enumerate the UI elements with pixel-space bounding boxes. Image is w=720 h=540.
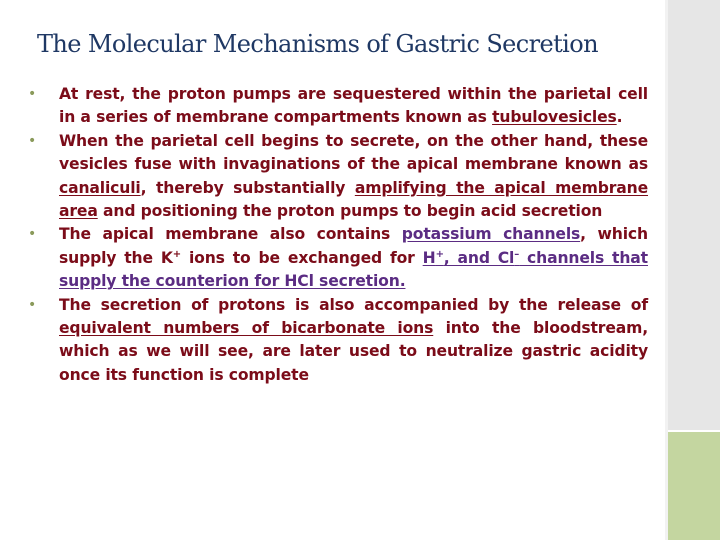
term-h-cl-channels: H+, and Cl– channels that supply the counterion for HCl secretion.: [59, 248, 648, 291]
bullet-4-end: into the bloodstream, which as we will see, are later used to neutralize gastric acidity once its function is complete: [59, 319, 648, 384]
bullet-item-4: [28, 294, 648, 388]
bullet-2-text: When the parietal cell begins to secrete, on the other hand, these vesicles fuse with invaginations of the apical membrane known as: [59, 131, 648, 174]
bullet-1-end: .: [616, 108, 623, 127]
bullet-3-text: The apical membrane also contains: [59, 225, 402, 244]
k-superscript: +: [172, 248, 182, 260]
term-canaliculi: canaliculi: [59, 178, 141, 197]
bullet-list: [28, 83, 648, 387]
bullet-item-2: [28, 130, 648, 224]
bullet-1-text: At rest, the proton pumps are sequestered within the parietal cell in a series of membrane compartments known as: [59, 85, 648, 127]
bullet-item-1: [28, 83, 648, 130]
bullet-dot-icon: •: [28, 296, 37, 313]
term-membrane-area: amplifying the apical membrane area: [59, 178, 649, 221]
bullet-dot-icon: •: [28, 132, 37, 149]
bullet-item-3: [28, 223, 648, 293]
term-bicarbonate-ions: equivalent numbers of bicarbonate ions: [59, 319, 434, 338]
bullet-3-mid: , which supply the K: [59, 225, 648, 267]
bullet-4-text: The secretion of protons is also accompanied by the release of: [59, 295, 648, 314]
term-potassium-channels: potassium channels: [401, 225, 581, 244]
bullet-dot-icon: •: [28, 226, 37, 243]
bullet-3-mid2: ions to be exchanged for: [181, 248, 423, 267]
side-bar-accent: [668, 432, 720, 540]
slide-title: The Molecular Mechanisms of Gastric Secretion: [37, 30, 598, 58]
bullet-dot-icon: •: [28, 86, 37, 102]
bullet-2-end: and positioning the proton pumps to begin acid secretion: [97, 202, 603, 221]
side-bar-light: [668, 0, 720, 430]
term-tubulovesicles: tubulovesicles: [492, 108, 617, 127]
bullet-2-mid: , thereby substantially: [140, 178, 355, 197]
